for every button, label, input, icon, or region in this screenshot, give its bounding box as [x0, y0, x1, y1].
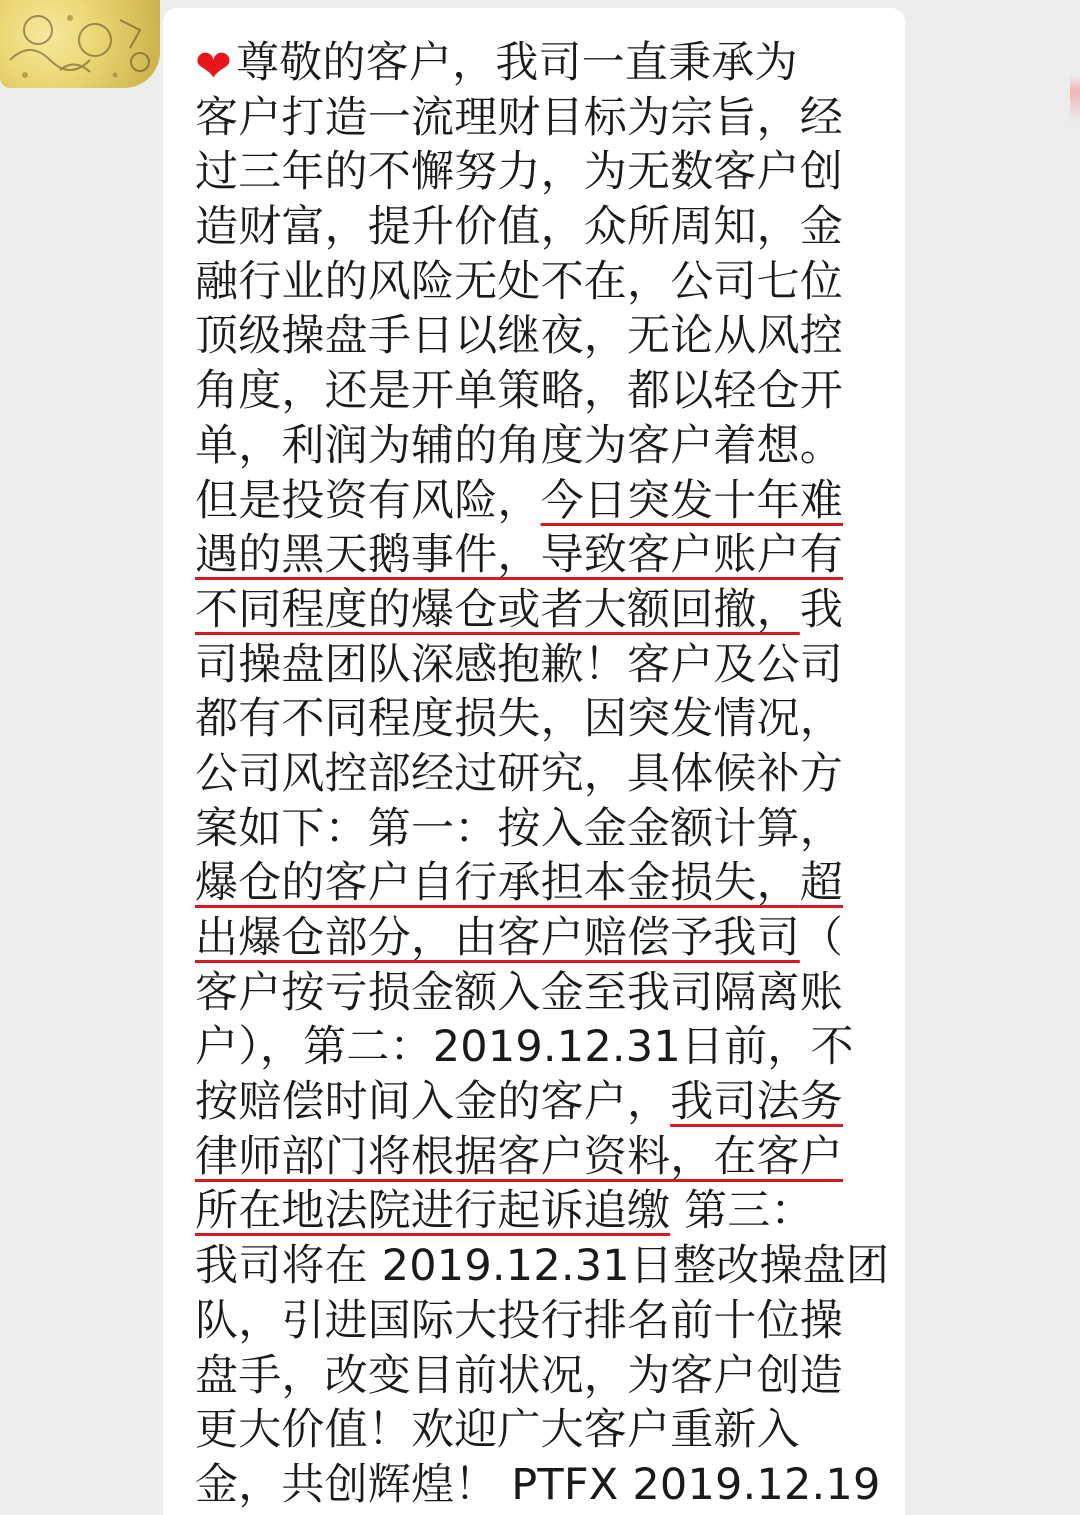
text-segment: 我 — [799, 584, 844, 635]
text-segment: 户），第二：2019.12.31日前，不 — [195, 1022, 854, 1073]
text-segment: 尊敬的客户，我司一直秉承为 — [236, 38, 798, 88]
text-segment: 盘手，改变目前状况，为客户创造 — [195, 1350, 843, 1401]
message-line — [195, 145, 885, 200]
text-segment: 顶级操盘手日以继夜，无论从风控 — [195, 311, 843, 362]
message-line — [195, 1294, 885, 1349]
message-line — [195, 474, 885, 529]
message-line — [195, 966, 885, 1021]
message-line — [195, 1130, 885, 1185]
text-segment: 客户打造一流理财目标为宗旨，经 — [195, 92, 843, 143]
avatar[interactable] — [0, 0, 160, 88]
text-segment: 客户按亏损金额入金至我司隔离账 — [195, 967, 843, 1018]
text-segment: 单，利润为辅的角度为客户着想。 — [195, 420, 843, 471]
message-line — [195, 36, 885, 91]
underlined-text: 所在地法院进行起诉追缴 — [195, 1186, 671, 1237]
underlined-text: 超 — [799, 858, 844, 909]
message-line — [195, 364, 885, 419]
avatar-doodle-icon — [0, 0, 160, 88]
message-line — [195, 91, 885, 146]
message-line — [195, 1184, 885, 1239]
text-segment: 第三： — [670, 1186, 814, 1237]
underlined-text: 今日突发十年难 — [540, 475, 844, 526]
text-segment: 按赔偿时间入金的客户， — [195, 1077, 671, 1128]
message-line — [195, 1075, 885, 1130]
text-segment: 都有不同程度损失，因突发情况， — [195, 694, 843, 745]
text-segment: 角度，还是开单策略，都以轻仓开 — [195, 366, 843, 417]
text-segment: 但是投资有风险， — [195, 475, 541, 526]
text-segment: 司操盘团队深感抱歉！客户及公司 — [195, 639, 843, 690]
underlined-text: 不同程度的爆仓或者大额回撤， — [195, 584, 800, 635]
heart-icon: ❤ — [195, 41, 233, 92]
message-line — [195, 583, 885, 638]
message-line — [195, 1403, 885, 1458]
message-line — [195, 802, 885, 857]
message-line — [195, 419, 885, 474]
message-line — [195, 1020, 885, 1075]
text-segment: 金，共创辉煌！ PTFX 2019.12.19 — [195, 1459, 881, 1510]
text-segment: 案如下：第一：按入金金额计算， — [195, 803, 843, 854]
message-line — [195, 528, 885, 583]
text-segment: 过三年的不懈努力，为无数客户创 — [195, 147, 843, 198]
message-text — [195, 36, 890, 1513]
message-line — [195, 692, 885, 747]
text-segment: 公司风控部经过研究，具体候补方 — [195, 748, 843, 799]
message-line — [195, 747, 885, 802]
text-segment: （ — [799, 913, 844, 963]
underlined-text: 我司法务 — [670, 1077, 844, 1128]
message-line — [195, 856, 885, 911]
underlined-text: 爆仓的客户自行承担本金损失， — [195, 858, 800, 909]
message-line — [195, 1239, 890, 1294]
underlined-text: 遇的黑天鹅事件，导致客户账户有 — [195, 530, 843, 581]
message-line — [195, 255, 885, 310]
right-edge-strip — [1070, 0, 1080, 1515]
underlined-text: 律师部门将根据客户资料，在客户 — [195, 1131, 843, 1182]
text-segment: 更大价值！欢迎广大客户重新入 — [195, 1405, 800, 1456]
text-segment: 造财富，提升价值，众所周知，金 — [195, 202, 843, 253]
message-line — [195, 638, 885, 693]
text-segment: 融行业的风险无处不在，公司七位 — [195, 256, 843, 307]
message-line — [195, 200, 885, 255]
message-line — [195, 911, 885, 966]
underlined-text: 出爆仓部分，由客户赔偿予我司 — [195, 913, 800, 963]
message-line — [195, 1458, 885, 1513]
text-segment: 我司将在 2019.12.31日整改操盘团 — [195, 1241, 890, 1292]
message-line — [195, 309, 885, 364]
message-line — [195, 1349, 885, 1404]
text-segment: 队，引进国际大投行排名前十位操 — [195, 1295, 843, 1346]
